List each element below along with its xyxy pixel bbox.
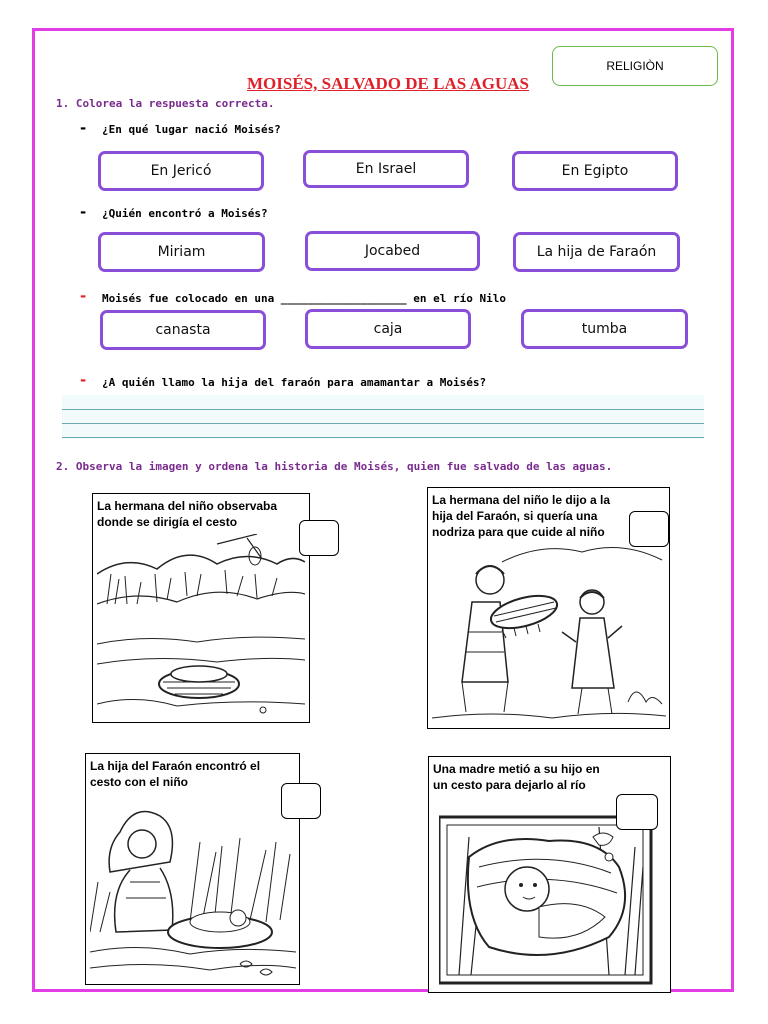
- order-number-box[interactable]: [629, 511, 669, 547]
- question-dash: -: [80, 203, 87, 221]
- question-1: ¿En qué lugar nació Moisés?: [102, 123, 281, 136]
- option-caja[interactable]: caja: [305, 309, 471, 349]
- women-with-basket-illustration: [432, 542, 666, 724]
- question-3: Moisés fue colocado en una ___________________ en el río Nilo: [102, 292, 506, 305]
- order-number-box[interactable]: [299, 520, 339, 556]
- card-caption: La hija del Faraón encontró el cesto con el niño: [90, 759, 261, 789]
- order-number-box[interactable]: [281, 783, 321, 819]
- question-dash: -: [80, 371, 87, 389]
- option-miriam[interactable]: Miriam: [98, 232, 265, 272]
- answer-lines[interactable]: [62, 395, 704, 439]
- order-number-box[interactable]: [616, 794, 658, 830]
- question-dash: -: [80, 119, 87, 137]
- card-caption: La hermana del niño le dijo a la hija del Faraón, si quería una nodriza para que cuide al niño: [432, 493, 611, 539]
- option-hija-de-faraon[interactable]: La hija de Faraón: [513, 232, 680, 272]
- daughter-finds-basket-illustration: [90, 802, 296, 982]
- option-en-egipto[interactable]: En Egipto: [512, 151, 678, 191]
- river-basket-illustration: [97, 534, 305, 718]
- card-caption: Una madre metió a su hijo en un cesto para dejarlo al río: [433, 762, 600, 792]
- question-4: ¿A quién llamo la hija del faraón para amamantar a Moisés?: [102, 376, 487, 389]
- option-jocabed[interactable]: Jocabed: [305, 231, 480, 271]
- card-caption: La hermana del niño observaba donde se dirigía el cesto: [97, 499, 278, 529]
- question-dash: -: [80, 287, 87, 305]
- page-title: MOISÉS, SALVADO DE LAS AGUAS: [246, 74, 529, 93]
- story-card-sister-watching: [92, 493, 310, 723]
- question-2: ¿Quién encontró a Moisés?: [102, 207, 268, 220]
- option-en-israel[interactable]: En Israel: [303, 150, 469, 188]
- option-tumba[interactable]: tumba: [521, 309, 688, 349]
- section2-instruction: 2. Observa la imagen y ordena la historia de Moisés, quien fue salvado de las aguas.: [56, 460, 613, 473]
- subject-badge: RELIGIÒN: [552, 46, 718, 86]
- story-card-daughter-finds: [85, 753, 300, 985]
- option-en-jerico[interactable]: En Jericó: [98, 151, 264, 191]
- option-canasta[interactable]: canasta: [100, 310, 266, 350]
- section1-instruction: 1. Colorea la respuesta correcta.: [56, 97, 275, 110]
- story-card-mother-places: [428, 756, 671, 993]
